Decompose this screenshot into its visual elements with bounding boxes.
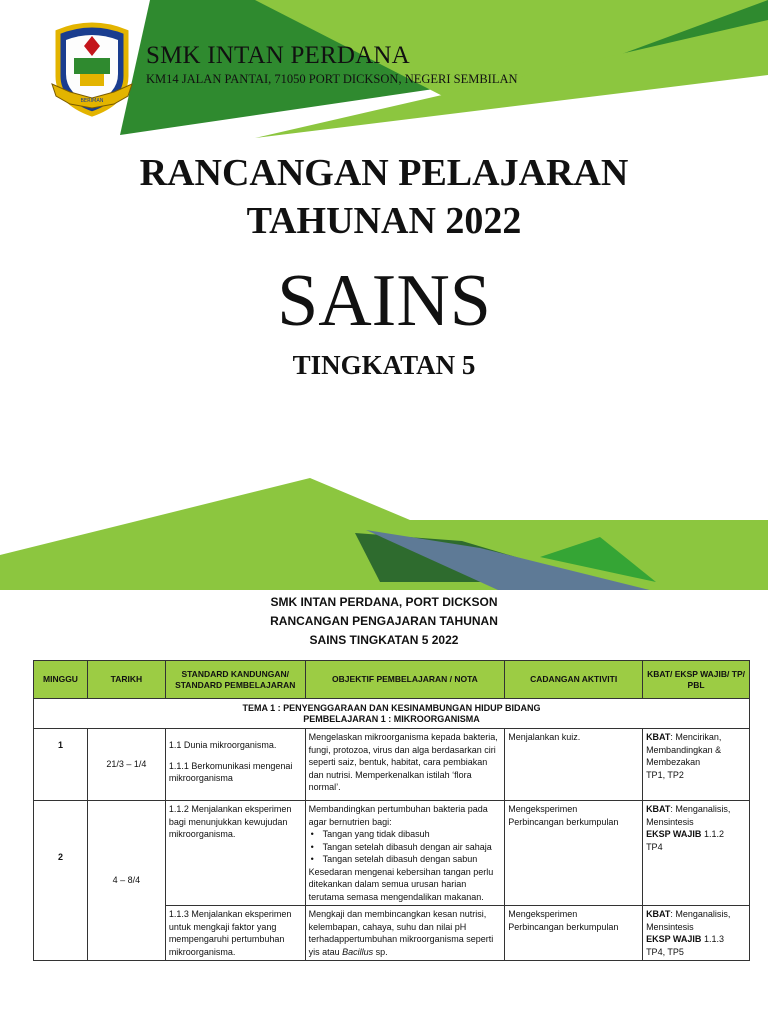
cell-tarikh: 21/3 – 1/4: [87, 729, 165, 801]
cover-title-line2: TAHUNAN 2022: [246, 200, 522, 242]
aktiviti-2: Perbincangan berkumpulan: [508, 921, 619, 932]
school-address: KM14 JALAN PANTAI, 71050 PORT DICKSON, NEGERI SEMBILAN: [146, 72, 518, 86]
kbat-label: KBAT: [646, 909, 671, 919]
yearly-plan-table: [33, 660, 750, 961]
cover-title-line1: RANCANGAN PELAJARAN: [139, 152, 629, 194]
kbat-text: : Mencirikan, Membandingkan & Membezakan: [646, 732, 722, 767]
objektif-bullet-list: [309, 828, 502, 866]
tema-line2: PEMBELAJARAN 1 : MIKROORGANISMA: [303, 713, 480, 724]
cell-kbat: [643, 801, 750, 906]
objektif-text-1: Mengkaji dan membincangkan kesan nutrisi, kelembapan, cahaya, suhu dan nilai pH terhadappertumbuhan mikroorganisma seperti yis atau: [308, 909, 494, 957]
tema-row: [34, 699, 750, 729]
aktiviti-1: Mengeksperimen: [508, 804, 578, 814]
cell-standard: 1.1.3 Menjalankan eksperimen untuk mengkaji faktor yang mempengaruhi pertumbuhan mikroorganisma.: [165, 906, 305, 961]
tp-text: TP1, TP2: [646, 769, 684, 780]
standard-text-a: 1.1 Dunia mikroorganisma.: [168, 740, 277, 750]
tarikh-value: 4 – 8/4: [112, 875, 141, 886]
table-row: [34, 729, 750, 801]
standard-text-b: 1.1.1 Berkomunikasi mengenai mikroorganisma: [168, 760, 293, 783]
list-item: • Tangan setelah dibasuh dengan sabun: [309, 853, 502, 866]
tema-cell: [34, 699, 750, 729]
col-header-tarikh: TARIKH: [87, 661, 165, 699]
tema-line1: TEMA 1 : PENYENGGARAAN DAN KESINAMBUNGAN HIDUP BIDANG: [242, 702, 541, 713]
minggu-value: 2: [57, 852, 63, 862]
aktiviti-1: Mengeksperimen: [508, 909, 578, 919]
objektif-after: Kesedaran mengenai kebersihan tangan perlu ditekankan dalam semua urusan harian terutama semasa mengendalikan makanan.: [308, 866, 494, 902]
cover-level: TINGKATAN 5: [292, 350, 476, 380]
doc-header-subject: SAINS TINGKATAN 5 2022: [309, 633, 459, 647]
tp-text: TP4, TP5: [646, 946, 684, 957]
kbat-text: : Menganalisis, Mensintesis: [646, 804, 731, 827]
doc-header-plan: RANCANGAN PENGAJARAN TAHUNAN: [270, 614, 498, 628]
col-header-aktiviti: CADANGAN AKTIVITI: [505, 661, 643, 699]
cell-aktiviti: [505, 801, 643, 906]
tp-text: TP4: [646, 841, 663, 852]
eksp-value: 1.1.2: [703, 829, 724, 839]
kbat-text: : Menganalisis, Mensintesis: [646, 909, 731, 932]
cell-tarikh: [87, 801, 165, 961]
doc-header-school: SMK INTAN PERDANA, PORT DICKSON: [270, 595, 498, 609]
table-row: [34, 801, 750, 906]
objektif-italic: Bacillus: [342, 946, 374, 957]
cell-standard: [165, 729, 305, 801]
school-crest-logo: [50, 22, 134, 118]
cell-minggu: 1: [34, 729, 88, 801]
kbat-label: KBAT: [646, 732, 671, 742]
objektif-intro: Membandingkan pertumbuhan bakteria pada agar bernutrien bagi:: [308, 804, 488, 827]
cover-subject: SAINS: [277, 260, 491, 342]
cell-objektif: [305, 906, 505, 961]
cell-kbat: [643, 729, 750, 801]
col-header-minggu: MINGGU: [34, 661, 88, 699]
col-header-standard: STANDARD KANDUNGAN/ STANDARD PEMBELAJARAN: [165, 661, 305, 699]
cell-objektif: Mengelaskan mikroorganisma kepada bakteria, fungi, protozoa, virus dan alga berdasarkan ciri seperti saiz, bentuk, habitat, cara pembiakan dan nutrisi. Memperkenalkan istilah ‘flora normal’.: [305, 729, 505, 801]
table-header-row: [34, 661, 750, 699]
col-header-kbat: KBAT/ EKSP WAJIB/ TP/ PBL: [643, 661, 750, 699]
cell-kbat: [643, 906, 750, 961]
col-header-objektif: OBJEKTIF PEMBELAJARAN / NOTA: [305, 661, 505, 699]
cell-aktiviti: [505, 906, 643, 961]
eksp-label: EKSP WAJIB: [646, 934, 702, 944]
kbat-label: KBAT: [646, 804, 671, 814]
school-name: SMK INTAN PERDANA: [146, 42, 410, 69]
eksp-value: 1.1.3: [703, 934, 724, 944]
eksp-label: EKSP WAJIB: [646, 829, 702, 839]
list-item: • Tangan setelah dibasuh dengan air sahaja: [309, 841, 502, 854]
cell-minggu: [34, 801, 88, 961]
cell-standard: 1.1.2 Menjalankan eksperimen bagi menunjukkan kewujudan mikroorganisma.: [165, 801, 305, 906]
aktiviti-2: Perbincangan berkumpulan: [508, 816, 619, 827]
cell-aktiviti: Menjalankan kuiz.: [505, 729, 643, 801]
logo-ribbon-text: BERIMAN: [80, 98, 104, 104]
objektif-text-2: sp.: [373, 946, 388, 957]
list-item: • Tangan yang tidak dibasuh: [309, 828, 502, 841]
cell-objektif: [305, 801, 505, 906]
